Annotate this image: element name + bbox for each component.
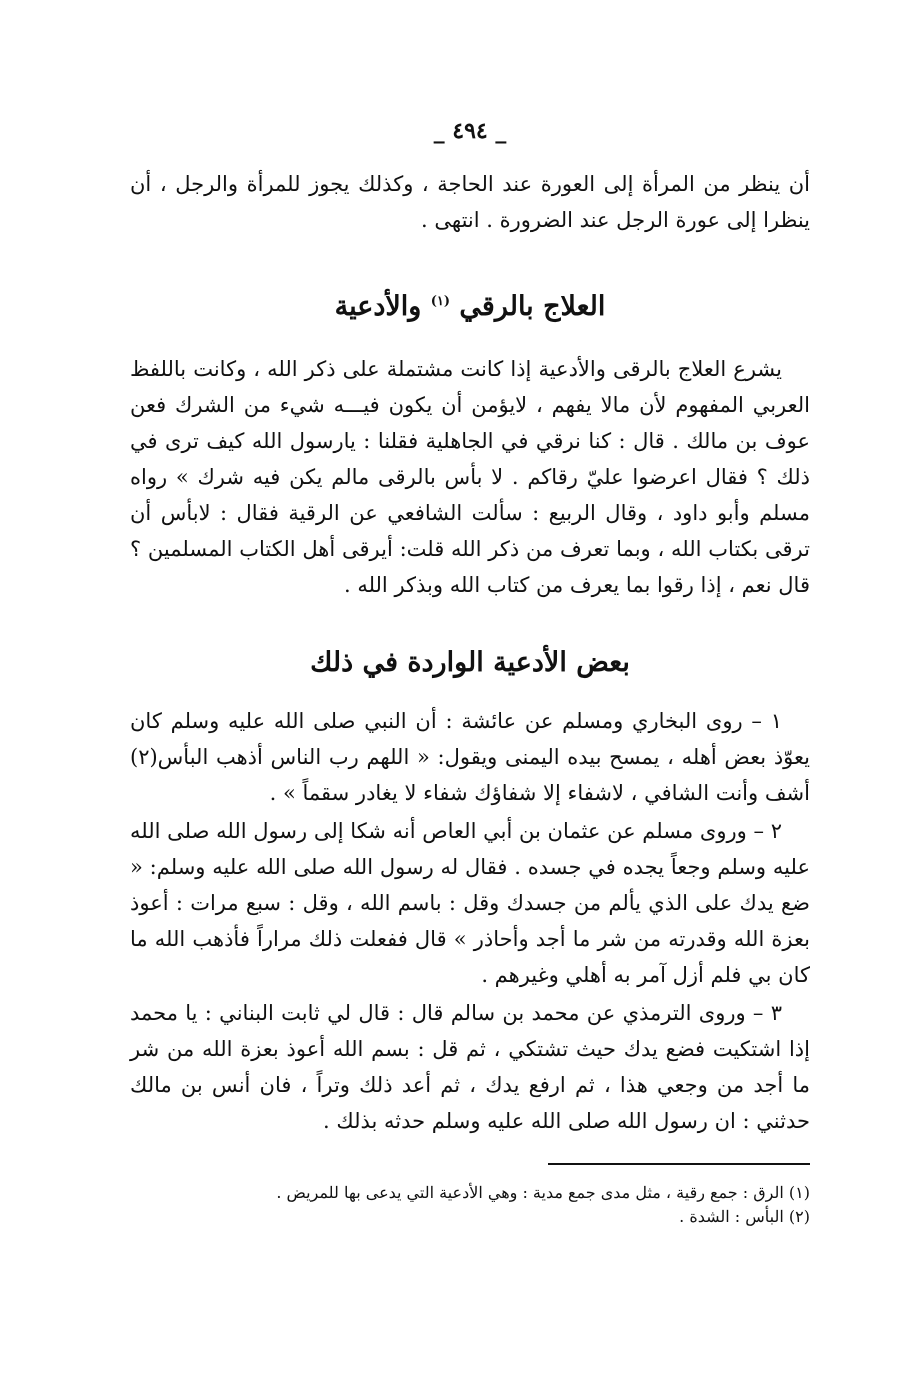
section-heading-text: العلاج بالرقي — [459, 291, 606, 322]
document-page — [130, 118, 810, 1229]
footnote-1: (١) الرق : جمع رقية ، مثل مدى جمع مدية : وهي الأدعية التي يدعى بها للمريض . — [276, 1183, 810, 1202]
section-heading-ruqya — [130, 282, 810, 327]
intro-paragraph: أن ينظر من المرأة إلى العورة عند الحاجة ، وكذلك يجوز للمرأة والرجل ، أن ينظرا إلى عورة الرجل عند الضرورة . انتهى . — [130, 172, 810, 232]
hadith-item-3: ٣ – وروى الترمذي عن محمد بن سالم قال : قال لي ثابت البناني : يا محمد إذا اشتكيت فضع يدك حيث تشتكي ، ثم قل : بسم الله أعوذ بعزة الله من شر ما أجد من وجعي هذا ، ثم ارفع يدك ، ثم أعد ذلك وتراً ، فان أنس بن مالك حدثني : ان رسول الله صلى الله عليه وسلم حدثه بذلك . — [130, 1001, 810, 1133]
hadith-item-1: ١ – روى البخاري ومسلم عن عائشة : أن النبي صلى الله عليه وسلم كان يعوّذ بعض أهله ، يمسح بيده اليمنى ويقول: « اللهم رب الناس أذهب البأس(٢) أشف وأنت الشافي ، لاشفاء إلا شفاؤك شفاء لا يغادر سقماً » . — [130, 709, 810, 805]
footnote-divider — [548, 1163, 810, 1165]
page-number: _ ٤٩٤ _ — [433, 118, 507, 144]
section-heading-tail: والأدعية — [334, 291, 422, 322]
hadith-item-2: ٢ – وروى مسلم عن عثمان بن أبي العاص أنه شكا إلى رسول الله صلى الله عليه وسلم وجعاً يجده في جسده . فقال له رسول الله صلى الله عليه وسلم: « ضع يدك على الذي يألم من جسدك وقل : باسم الله ، وقل : سبع مرات : أعوذ بعزة الله وقدرته من شر ما أجد وأحاذر » قال ففعلت ذلك مراراً فأذهب الله ما كان بي فلم أزل آمر به أهلي وغيرهم . — [130, 819, 810, 987]
footnote-ref: (١) — [430, 294, 451, 309]
section-body-paragraph: يشرع العلاج بالرقى والأدعية إذا كانت مشتملة على ذكر الله ، وكانت باللفظ العربي المفهوم لأن مالا يفهم ، لايؤمن أن يكون فيـــه شيء من الشرك فعن عوف بن مالك . قال : كنا نرقي في الجاهلية فقلنا : يارسول الله كيف ترى في ذلك ؟ فقال اعرضوا عليّ رقاكم . لا بأس بالرقى مالم يكن فيه شرك » رواه مسلم وأبو داود ، وقال الربيع : سألت الشافعي عن الرقية فقال : لابأس أن ترقى بكتاب الله ، وبما تعرف من ذكر الله قلت: أيرقى أهل الكتاب المسلمين ؟ قال نعم ، إذا رقوا بما يعرف من كتاب الله وبذكر الله . — [130, 357, 810, 597]
section-heading-supplications: بعض الأدعية الواردة في ذلك — [310, 647, 630, 678]
footnotes — [130, 1181, 810, 1229]
footnote-2: (٢) البأس : الشدة . — [679, 1207, 810, 1226]
